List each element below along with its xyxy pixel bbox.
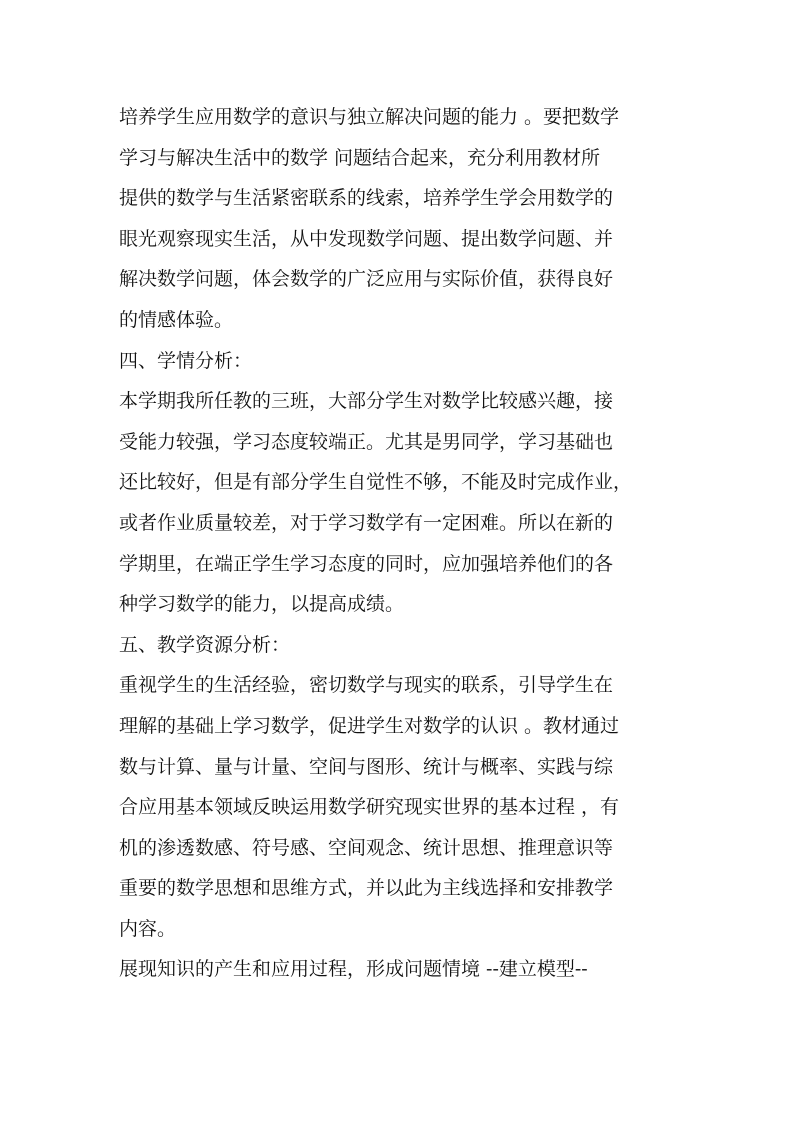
paragraph-line: 学期里，在端正学生学习态度的同时，应加强培养他们的各 bbox=[119, 552, 614, 575]
paragraph-line: 机的渗透数感、符号感、空间观念、统计思想、推理意识等 bbox=[119, 836, 614, 859]
paragraph-line: 解决数学问题，体会数学的广泛应用与实际价值，获得良好 bbox=[119, 268, 614, 291]
paragraph-line: 理解的基础上学习数学，促进学生对数学的认识 。教材通过 bbox=[119, 714, 620, 737]
paragraph-line: 眼光观察现实生活，从中发现数学问题、提出数学问题、并 bbox=[119, 227, 614, 250]
paragraph-line: 重视学生的生活经验，密切数学与现实的联系，引导学生在 bbox=[119, 674, 614, 697]
paragraph-line: 受能力较强，学习态度较端正。尤其是男同学，学习基础也 bbox=[119, 430, 614, 453]
paragraph-line: 种学习数学的能力，以提高成绩。 bbox=[119, 593, 405, 616]
paragraph-line: 展现知识的产生和应用过程，形成问题情境 --建立模型-- bbox=[119, 958, 588, 981]
paragraph-line: 提供的数学与生活紧密联系的线索，培养学生学会用数学的 bbox=[119, 187, 614, 210]
section-heading-student-analysis: 四、学情分析： bbox=[119, 349, 253, 372]
paragraph-line: 还比较好，但是有部分学生自觉性不够，不能及时完成作业， bbox=[119, 471, 633, 494]
paragraph-line: 内容。 bbox=[119, 917, 177, 940]
paragraph-line: 的情感体验。 bbox=[119, 308, 234, 331]
section-heading-resource-analysis: 五、教学资源分析： bbox=[119, 633, 291, 656]
paragraph-line: 学习与解决生活中的数学 问题结合起来，充分利用教材所 bbox=[119, 146, 601, 169]
document-body bbox=[119, 97, 675, 990]
paragraph-line: 或者作业质量较差，对于学习数学有一定困难。所以在新的 bbox=[119, 511, 614, 534]
paragraph-line: 合应用基本领域反映运用数学研究现实世界的基本过程 ，有 bbox=[119, 796, 620, 819]
paragraph-line: 培养学生应用数学的意识与独立解决问题的能力 。要把数学 bbox=[119, 106, 620, 128]
paragraph-line: 本学期我所任教的三班，大部分学生对数学比较感兴趣，接 bbox=[119, 390, 614, 413]
paragraph-line: 数与计算、量与计量、空间与图形、统计与概率、实践与综 bbox=[119, 755, 614, 778]
paragraph-line: 重要的数学思想和思维方式，并以此为主线选择和安排教学 bbox=[119, 877, 614, 900]
